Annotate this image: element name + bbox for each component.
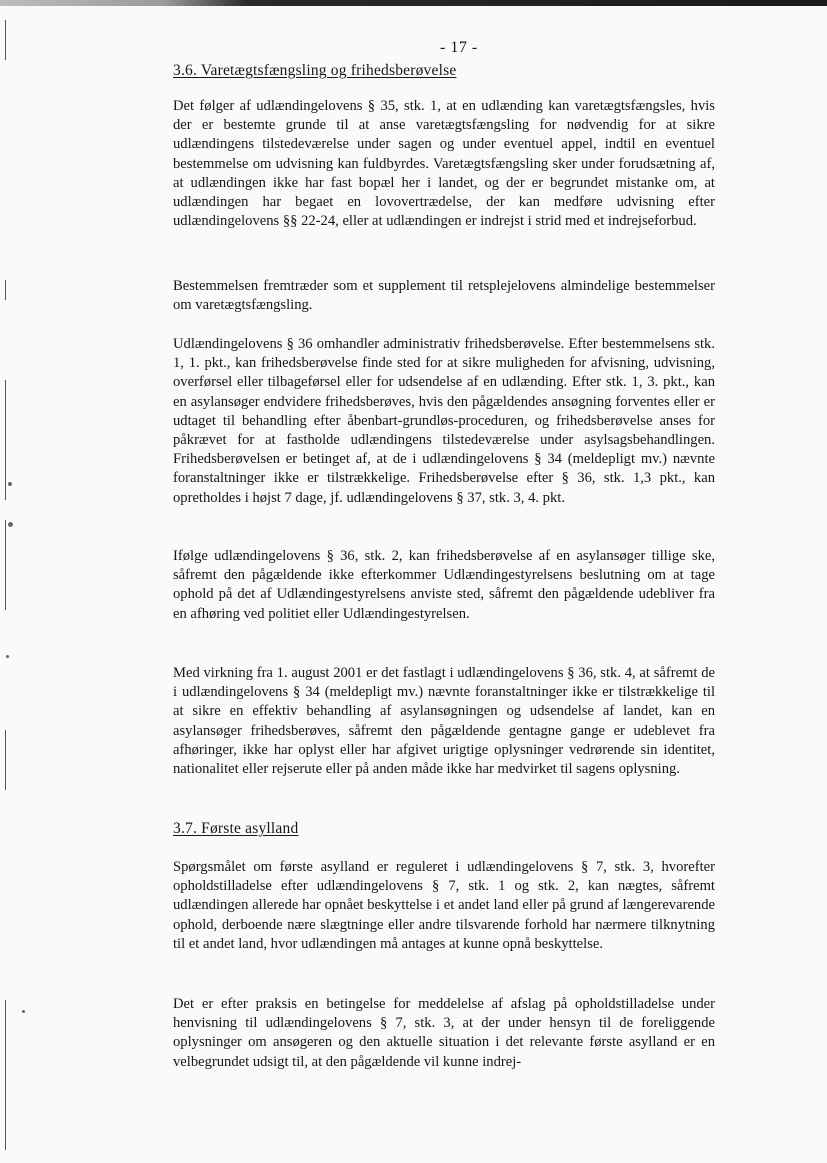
scan-left-edge-mark xyxy=(5,730,6,790)
scan-left-edge-mark xyxy=(5,520,6,610)
scan-left-edge-mark xyxy=(5,380,6,500)
paragraph: Udlændingelovens § 36 omhandler administrativ frihedsberøvelse. Efter bestemmelsens stk. 1, 1. pkt., kan frihedsberøvelse finde sted for at sikre muligheden for afvisning, udvisning, overførsel eller tilbageførsel eller for udsendelse af en udlænding. Efter stk. 1, 3. pkt., kan en asylansøger endvidere frihedsberøves, hvis den pågældendes ansøgning forventes eller er udtaget til behandling efter åbenbart-grundløs-proceduren, og frihedsberøvelse anses for påkrævet for at fastholde udlændingens tilstedeværelse under asylsagsbehandlingen. Frihedsberøvelsen er betinget af, at de i udlændingelovens § 34 (meldepligt mv.) nævnte foranstaltninger ikke er tilstrækkelige. Frihedsberøvelse efter § 36, stk. 1,3 pkt., kan opretholdes i højst 7 dage, jf. udlændingelovens § 37, stk. 3, 4. pkt. xyxy=(173,336,715,506)
paragraph: Det følger af udlændingelovens § 35, stk. 1, at en udlænding kan varetægtsfængsles, hvis der er bestemte grunde til at anse varetægtsfængsling for nødvendig for at sikre udlændingens tilstedeværelse under sagen og under eventuel appel, indtil en eventuel bestemmelse om udvisning kan fuldbyrdes. Varetægtsfængsling sker under forudsætning af, at udlændingen ikke har fast bopæl her i landet, og der er begrundet mistanke om, at udlændingen har begaet en lovovertrædelse, der kan medføre udvisning efter udlændingelovens §§ 22-24, eller at udlændingen er indrejst i strid med et indrejseforbud. xyxy=(173,98,715,230)
scan-speck xyxy=(8,482,12,486)
section-heading-3-6: 3.6. Varetægtsfængsling og frihedsberøvelse xyxy=(173,62,457,79)
section-heading-3-7: 3.7. Første asylland xyxy=(173,820,299,837)
scan-left-edge-mark xyxy=(5,20,6,60)
scan-left-edge-mark xyxy=(5,280,6,300)
scan-left-edge-mark xyxy=(5,1000,6,1150)
paragraph: Spørgsmålet om første asylland er reguleret i udlændingelovens § 7, stk. 3, hvorefter opholdstilladelse efter udlændingelovens § 7, stk. 1 og stk. 2, kan nægtes, såfremt udlændingen allerede har opnået beskyttelse i et andet land eller på grund af længerevarende ophold, derboende nære slægtninge eller andre tilsvarende forhold har nærmere tilknytning til et andet land, hvor udlændingen må antages at kunne opnå beskyttelse. xyxy=(173,859,715,952)
paragraph: Ifølge udlændingelovens § 36, stk. 2, kan frihedsberøvelse af en asylansøger tillige ske, såfremt den pågældende ikke efterkommer Udlændingestyrelsens beslutning om at tage ophold på det af Udlændingestyrelsens anviste sted, såfremt den pågældende udebliver fra en afhøring ved politiet eller Udlændingestyrelsen. xyxy=(173,548,715,622)
scan-speck xyxy=(22,1010,25,1013)
page-number: - 17 - xyxy=(440,39,478,56)
paragraph: Det er efter praksis en betingelse for meddelelse af afslag på opholdstilladelse under henvisning til udlændingelovens § 7, stk. 3, at der under hensyn til de foreliggende oplysninger om ansøgeren og den aktuelle situation i det relevante første asylland er en velbegrundet udsigt til, at den pågældende vil kunne indrej- xyxy=(173,996,715,1070)
paragraph: Bestemmelsen fremtræder som et supplement til retsplejelovens almindelige bestemmelser om varetægtsfængsling. xyxy=(173,278,715,314)
scan-speck xyxy=(6,655,9,658)
scan-speck xyxy=(8,522,13,527)
paragraph: Med virkning fra 1. august 2001 er det fastlagt i udlændingelovens § 36, stk. 4, at såfremt de i udlændingelovens § 34 (meldepligt mv.) nævnte foranstaltninger ikke er tilstrækkelige til at sikre en effektiv behandling af asylansøgningen og udsendelse af landet, kan en asylansøger frihedsberøves, såfremt den pågældende gentagne gange er udeblevet fra afhøringer, ikke har oplyst eller har afgivet urigtige oplysninger vedrørende sin identitet, nationalitet eller rejserute eller på anden måde ikke har medvirket til sagens oplysning. xyxy=(173,665,715,778)
scan-top-edge xyxy=(0,0,827,6)
